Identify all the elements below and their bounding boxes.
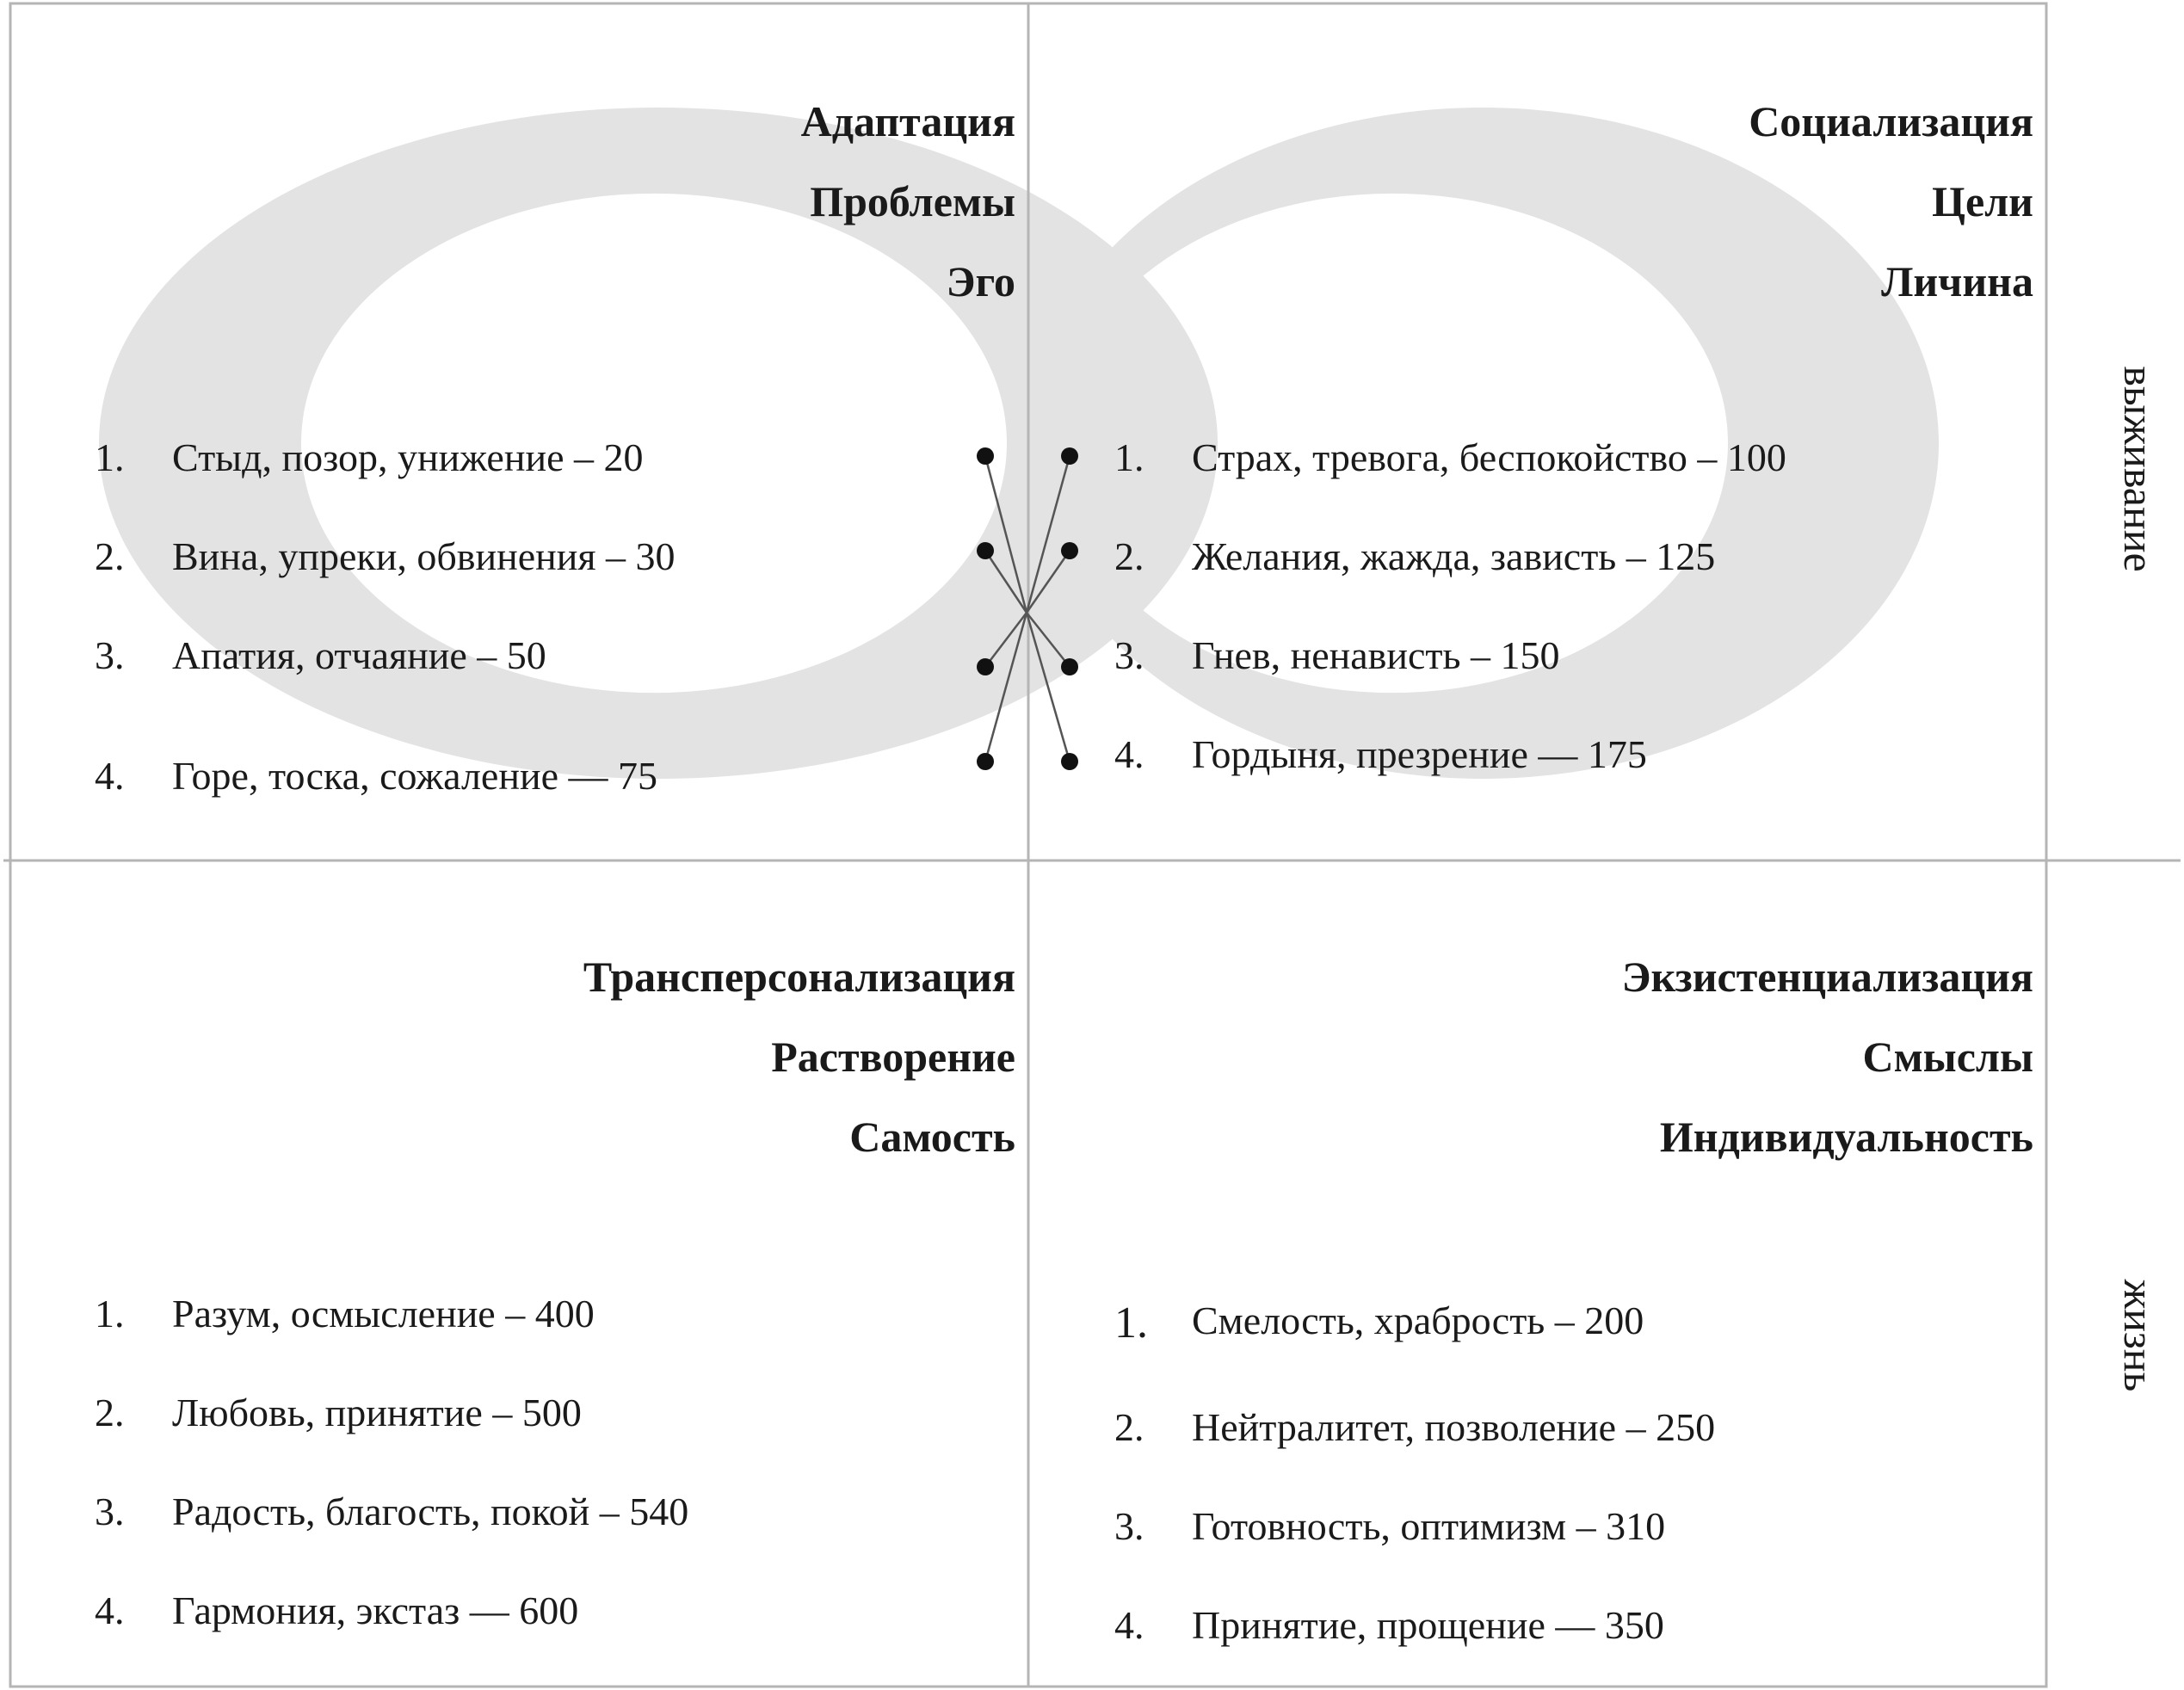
dot-left-3 bbox=[977, 658, 994, 675]
dot-right-2 bbox=[1061, 542, 1078, 559]
bl-item-3-num: 3. bbox=[95, 1490, 125, 1533]
br-item-4-text: Принятие, прощение — 350 bbox=[1192, 1603, 1664, 1647]
tl-item-4-text: Горе, тоска, сожаление — 75 bbox=[172, 754, 657, 798]
tl-item-1-text: Стыд, позор, унижение – 20 bbox=[172, 435, 644, 479]
br-item-3-num: 3. bbox=[1114, 1504, 1144, 1548]
br-item-2-text: Нейтралитет, позволение – 250 bbox=[1192, 1405, 1716, 1449]
tl-item-2-num: 2. bbox=[95, 534, 125, 578]
bl-item-3-text: Радость, благость, покой – 540 bbox=[172, 1490, 689, 1533]
br-item-3-text: Готовность, оптимизм – 310 bbox=[1192, 1504, 1666, 1548]
br-item-4-num: 4. bbox=[1114, 1603, 1144, 1647]
tr-item-2-text: Желания, жажда, зависть – 125 bbox=[1192, 534, 1716, 578]
tr-heading-1: Социализация bbox=[1749, 97, 2033, 145]
tr-item-3-num: 3. bbox=[1114, 633, 1144, 677]
tl-item-3-text: Апатия, отчаяние – 50 bbox=[172, 633, 546, 677]
br-item-2-num: 2. bbox=[1114, 1405, 1144, 1449]
bl-item-4-num: 4. bbox=[95, 1588, 125, 1632]
br-item-1-text: Смелость, храбрость – 200 bbox=[1192, 1298, 1644, 1342]
tr-heading-3: Личина bbox=[1881, 257, 2033, 305]
bl-heading-1: Трансперсонализация bbox=[583, 953, 1015, 1001]
bl-item-2-text: Любовь, принятие – 500 bbox=[172, 1391, 582, 1434]
bl-item-1-text: Разум, осмысление – 400 bbox=[172, 1292, 595, 1335]
tl-heading-1: Адаптация bbox=[800, 97, 1015, 145]
dot-left-1 bbox=[977, 447, 994, 465]
tr-item-1-text: Страх, тревога, беспокойство – 100 bbox=[1192, 435, 1786, 479]
br-heading-1: Экзистенциализация bbox=[1621, 953, 2033, 1001]
tr-heading-2: Цели bbox=[1932, 177, 2033, 225]
tr-item-4-num: 4. bbox=[1114, 732, 1144, 776]
tl-heading-2: Проблемы bbox=[810, 177, 1015, 225]
dot-left-2 bbox=[977, 542, 994, 559]
side-label-life: жизнь bbox=[2115, 1279, 2163, 1392]
bl-heading-3: Самость bbox=[849, 1113, 1015, 1161]
tr-item-2-num: 2. bbox=[1114, 534, 1144, 578]
tl-heading-3: Эго bbox=[946, 257, 1015, 305]
tr-item-4-text: Гордыня, презрение — 175 bbox=[1192, 732, 1647, 776]
bl-item-1-num: 1. bbox=[95, 1292, 125, 1335]
dot-right-4 bbox=[1061, 753, 1078, 770]
side-label-survival: выживание bbox=[2115, 366, 2163, 572]
br-heading-3: Индивидуальность bbox=[1659, 1113, 2033, 1161]
dot-left-4 bbox=[977, 753, 994, 770]
tr-item-3-text: Гнев, ненависть – 150 bbox=[1192, 633, 1560, 677]
bl-item-4-text: Гармония, экстаз — 600 bbox=[172, 1588, 579, 1632]
tl-item-4-num: 4. bbox=[95, 754, 125, 798]
br-heading-2: Смыслы bbox=[1862, 1033, 2033, 1081]
tl-item-3-num: 3. bbox=[95, 633, 125, 677]
tr-item-1-num: 1. bbox=[1114, 435, 1144, 479]
dot-right-3 bbox=[1061, 658, 1078, 675]
tl-item-2-text: Вина, упреки, обвинения – 30 bbox=[172, 534, 676, 578]
bl-item-2-num: 2. bbox=[95, 1391, 125, 1434]
br-item-1-num: 1. bbox=[1114, 1298, 1148, 1348]
tl-item-1-num: 1. bbox=[95, 435, 125, 479]
dot-right-1 bbox=[1061, 447, 1078, 465]
bl-heading-2: Растворение bbox=[771, 1033, 1015, 1081]
